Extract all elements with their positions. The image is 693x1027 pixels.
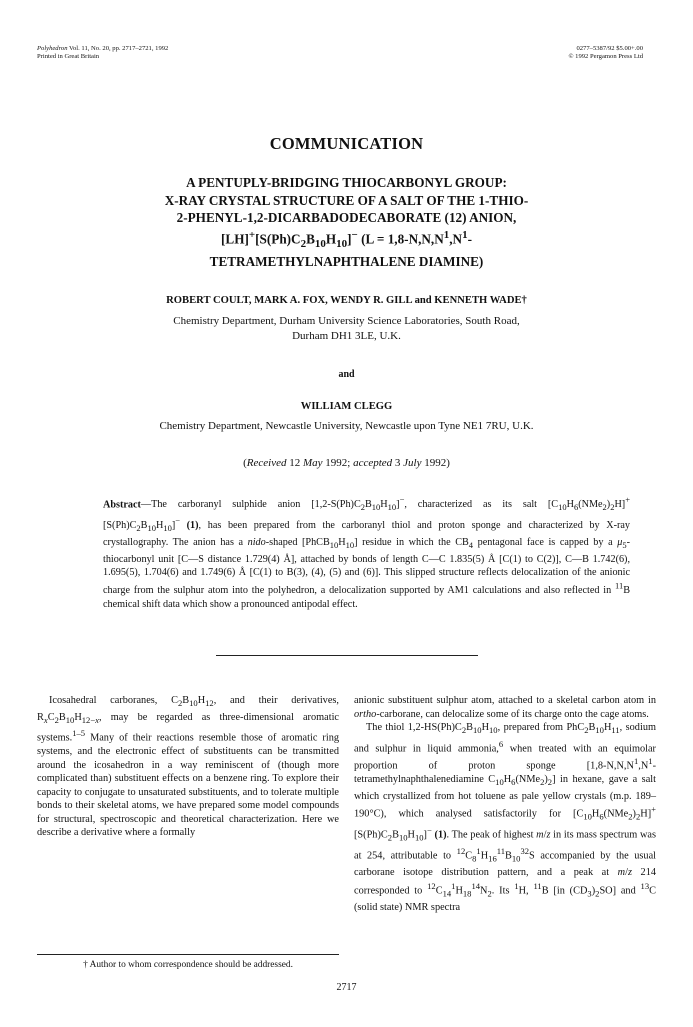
section-heading: COMMUNICATION xyxy=(269,134,424,153)
affiliation-line: Durham DH1 3LE, U.K. xyxy=(292,329,401,342)
affiliation-line: Chemistry Department, Durham University Science Laboratories, South Road, xyxy=(173,315,520,327)
page-number: 2717 xyxy=(336,982,357,993)
body-paragraph: anionic substituent sulphur atom, attached to a skeletal carbon atom in ortho-carborane, can delocalize some of its charge onto the cage atoms. xyxy=(354,695,656,720)
right-column xyxy=(354,694,656,914)
received-dates: (Received 12 May 1992; accepted 3 July 1992) xyxy=(243,457,450,469)
footnote-divider xyxy=(37,954,339,955)
copyright: © 1992 Pergamon Press Ltd xyxy=(568,52,643,60)
article-title: A PENTUPLY-BRIDGING THIOCARBONYL GROUP: X-RAY CRYSTAL STRUCTURE OF A SALT OF THE 1-THIO- 2-PHENYL-1,2-DICARBADODECABORATE (12) ANION, $[LH]^+[S(Ph)C_2B_{10}H_{10}]^-$ ($L = 1,8-N,N,N^1,N^1-$ TETRAMETHYLNAPHTHALENE DIAMINE) xyxy=(164,175,529,270)
printed-in: Printed in Great Britain xyxy=(37,52,100,60)
journal-name: Polyhedron xyxy=(37,45,68,52)
issn-price: 0277–5387/92 $5.00+.00 xyxy=(576,45,643,52)
author-list: ROBERT COULT, MARK A. FOX, WENDY R. GILL and KENNETH WADE† xyxy=(166,295,527,306)
author-clegg: WILLIAM CLEGG xyxy=(300,401,393,412)
abstract-text: —The carboranyl sulphide anion $[1,2-S(Ph)C_2B_{10}H_{10}]^-$, characterized as its salt $[C_{10}H_6(NMe_2)_2H]^+[S(Ph)C_2B_{10}H_{10}]^-$ (1), has been prepared from the carboranyl thiol and proton sponge and characterized by X-ray crystallography. The anion has a nido-shaped $[PhCB_{10}H_{10}]$ residue in which the $CB_4$ pentagonal face is capped by a $\mu_5$-thiocarbonyl unit [C—S distance 1.729(4) Å], attached by bonds of length C—C 1.835(5) Å [C(1) to C(2)], C—B 1.742(6), 1.695(5), 1.704(6) and 1.749(6) Å [C(1) to B(3), (4), (5) and (6)]. This slipped structure reflects delocalization of the anionic charge from the sulphur atom into the polyhedron, a delocalization supported by AM1 calculations and also reflected in $^{11}$B chemical shift data which show a pronounced antipodal effect. xyxy=(103,495,630,610)
and-separator: and xyxy=(338,369,355,380)
abstract-label: Abstract xyxy=(103,499,141,511)
body-paragraph: Icosahedral carboranes, $C_2B_{10}H_{12}$, and their derivatives, $R_xC_2B_{10}H_{12-x}$, may be regarded as three-dimensional aromatic systems.$^{1-5}$ Many of their reactions resemble those of aromatic ring systems, and the electronic effect of substituents can be transmitted around the icosahedron in a way reminiscent of (though more complicated than) substituent effects on a benzene ring. To explore their capacity to conjugate to unsaturated substituents, and to tolerate multiple bonds to their skeletal atoms, we have prepared some model compounds for structural, spectroscopic and theoretical characterization. Here we describe a derivative where a formally xyxy=(37,695,339,839)
affiliation-newcastle: Chemistry Department, Newcastle University, Newcastle upon Tyne NE1 7RU, U.K. xyxy=(159,420,534,432)
journal-header xyxy=(37,45,168,60)
volume-info: Vol. 11, No. 20, pp. 2717–2721, 1992 xyxy=(67,45,169,52)
left-column xyxy=(37,694,339,840)
affiliation-durham xyxy=(80,314,613,343)
abstract-divider xyxy=(216,655,478,656)
body-paragraph: The thiol $1,2-HS(Ph)C_2B_{10}H_{10}$, prepared from $PhC_2B_{10}H_{11}$, sodium and sulphur in liquid ammonia,$^6$ when treated with an equimolar proportion of proton sponge [$1,8-N,N,N^1,N^1$-tetramethylnaphthalenediamine $C_{10}H_6(NMe_2)_2$] in hexane, gave a salt which crystallized from hot toluene as pale yellow crystals (m.p. 189–190°C), which analysed satisfactorily for $[C_{10}H_6(NMe_2)_2H]^+$ $[S(Ph)C_2B_{10}H_{10}]^-$ (1). The peak of highest m/z in its mass spectrum was at 254, attributable to $^{12}C_8^1H_{16}^{11}B_{10}^{32}S$ accompanied by the usual carborane isotope distribution pattern, and a peak at m/z 214 corresponded to $^{12}C_{14}^1H_{18}^{14}N_2$. Its $^1$H, $^{11}$B [in $(CD_3)_2SO$] and $^{13}$C (solid state) NMR spectra xyxy=(354,722,657,913)
footnote: † Author to whom correspondence should be addressed. xyxy=(83,960,293,970)
copyright-header xyxy=(569,45,644,60)
abstract xyxy=(103,494,630,611)
